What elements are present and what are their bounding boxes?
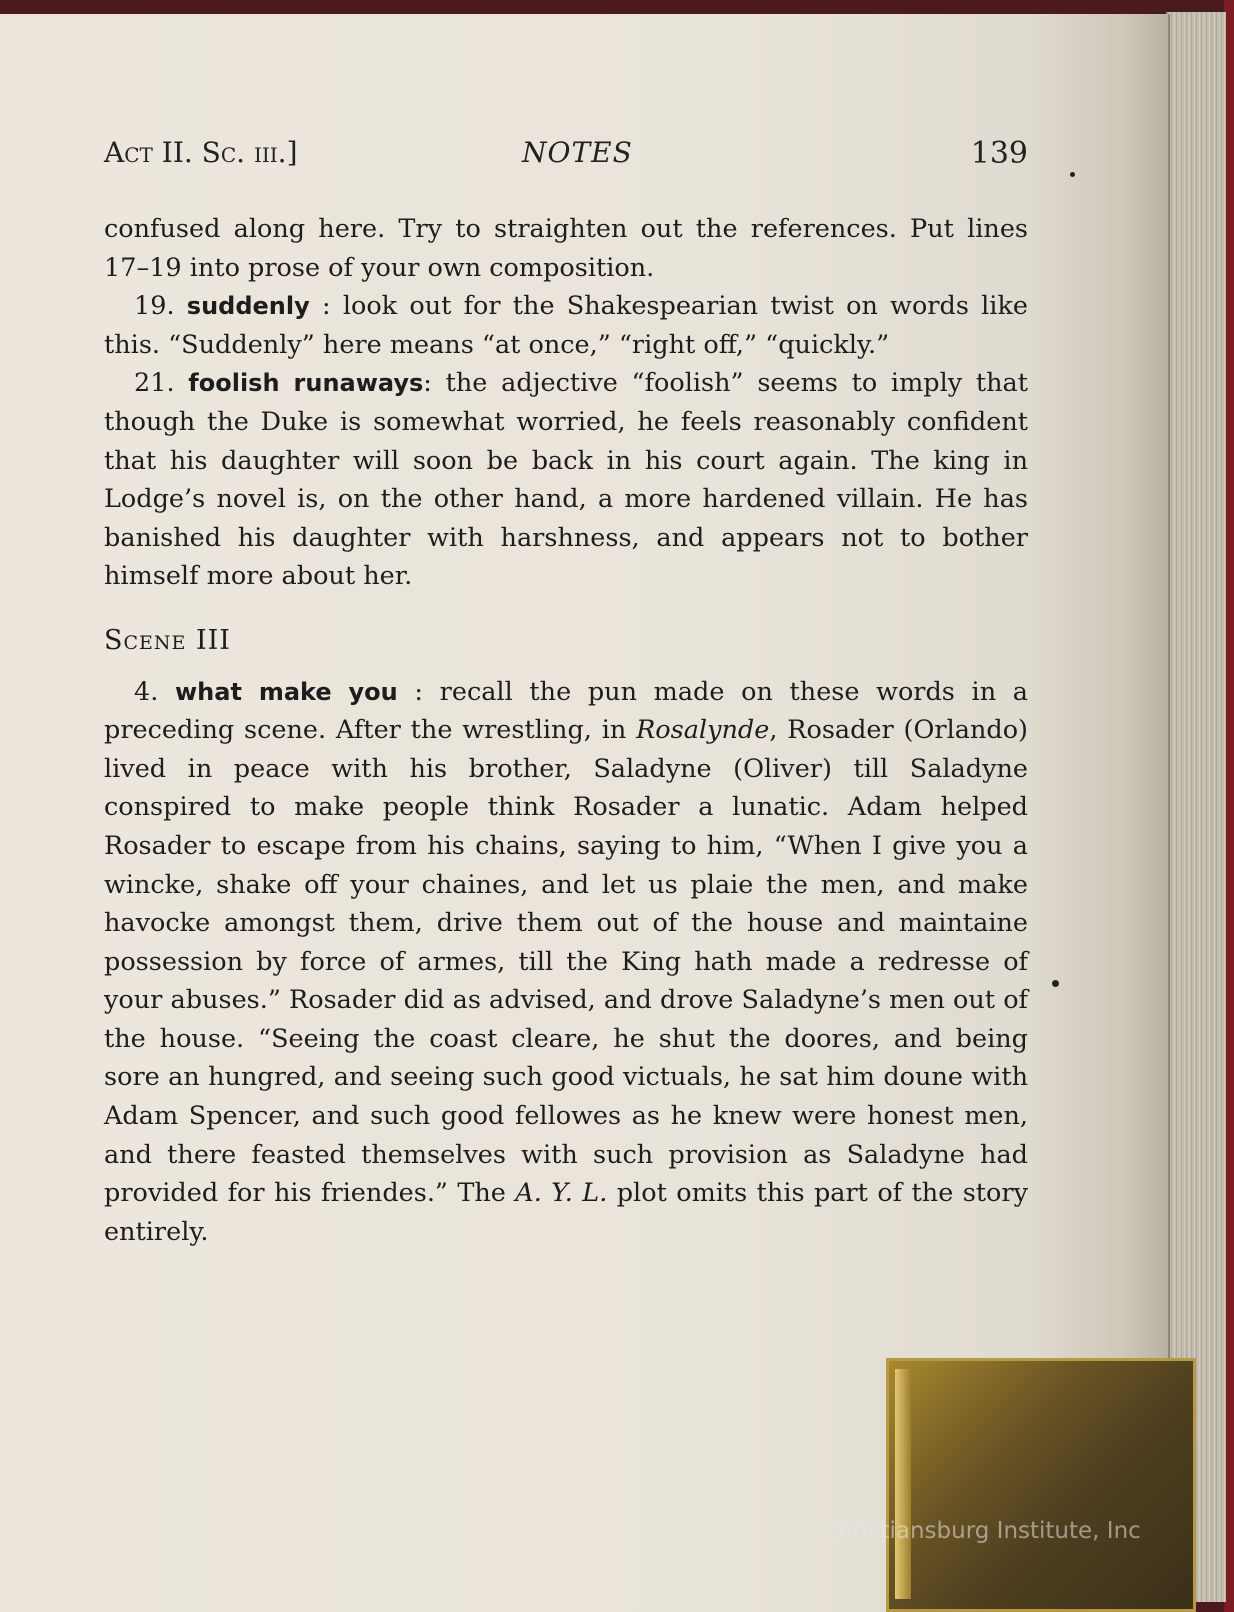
note-text: the adjective “foolish” seems to imply that though the Duke is somewhat worried, he feels reasonably confident that his daughter will soon be back in his court again. The king in Lodge’s novel is, on the other hand, a more hardened villain. He has banished his daughter with harshness, and appears not to bother himself more about her. [104,368,1028,592]
notes-text [104,210,1028,1251]
page-number: 139 [970,136,1028,171]
note-separator: : [423,368,446,399]
note-keyword: foolish runaways [188,369,424,398]
note-keyword: what make you [175,677,398,706]
gilded-book-corner [886,1358,1196,1612]
note-number: 19. [134,291,175,322]
running-head-title: NOTES [522,136,633,169]
note-keyword: suddenly [186,292,310,321]
note-number: 4. [134,676,159,707]
ink-speck [1070,172,1075,177]
note-separator: : [397,676,440,707]
gilded-edge [895,1369,911,1599]
note-4 [104,673,1028,1252]
note-text: plot omits this part of the story entirely. [104,1178,1028,1247]
play-abbreviation: A. Y. L. [515,1178,608,1209]
note-text: look out for the Shakespearian twist on words like this. “Suddenly” here means “at once,” “right off,” “quickly.” [104,291,1028,360]
note-text: recall the pun made on these words in a preceding scene. After the wrestling, in [104,676,1028,746]
book-title: Rosalynde [636,715,770,746]
note-text: , Rosader (Orlando) lived in peace with his brother, Saladyne (Oliver) till Saladyne conspired to make people think Rosader a lunatic. Adam helped Rosader to escape from his chains, saying to him, “When I give you a wincke, shake off your chaines, and let us plaie the men, and make havocke amongst them, drive them out of the house and maintaine possession by force of armes, till the King hath made a redresse of your abuses.” Rosader did as advised, and drove Saladyne’s men out of the house. “Seeing the coast cleare, he shut the doores, and being sore an hungred, and seeing such good victuals, he sat him doune with Adam Spencer, and such good fellowes as he knew were honest men, and there feasted themselves with such provision as Saladyne had provided for his friendes.” The [104,715,1028,1209]
paragraph-continued: confused along here. Try to straighten out the references. Put lines 17–19 into prose of your own composition. [104,214,1028,283]
ink-speck [1052,980,1059,987]
note-19 [104,287,1028,364]
watermark: Christiansburg Institute, Inc [822,1518,1141,1544]
note-separator: : [309,291,343,322]
note-number: 21. [134,368,175,399]
running-head [104,136,1028,176]
running-head-section: Act II. Sc. iii.] [104,136,298,169]
note-21 [104,364,1028,596]
scene-heading: Scene III [104,624,231,656]
